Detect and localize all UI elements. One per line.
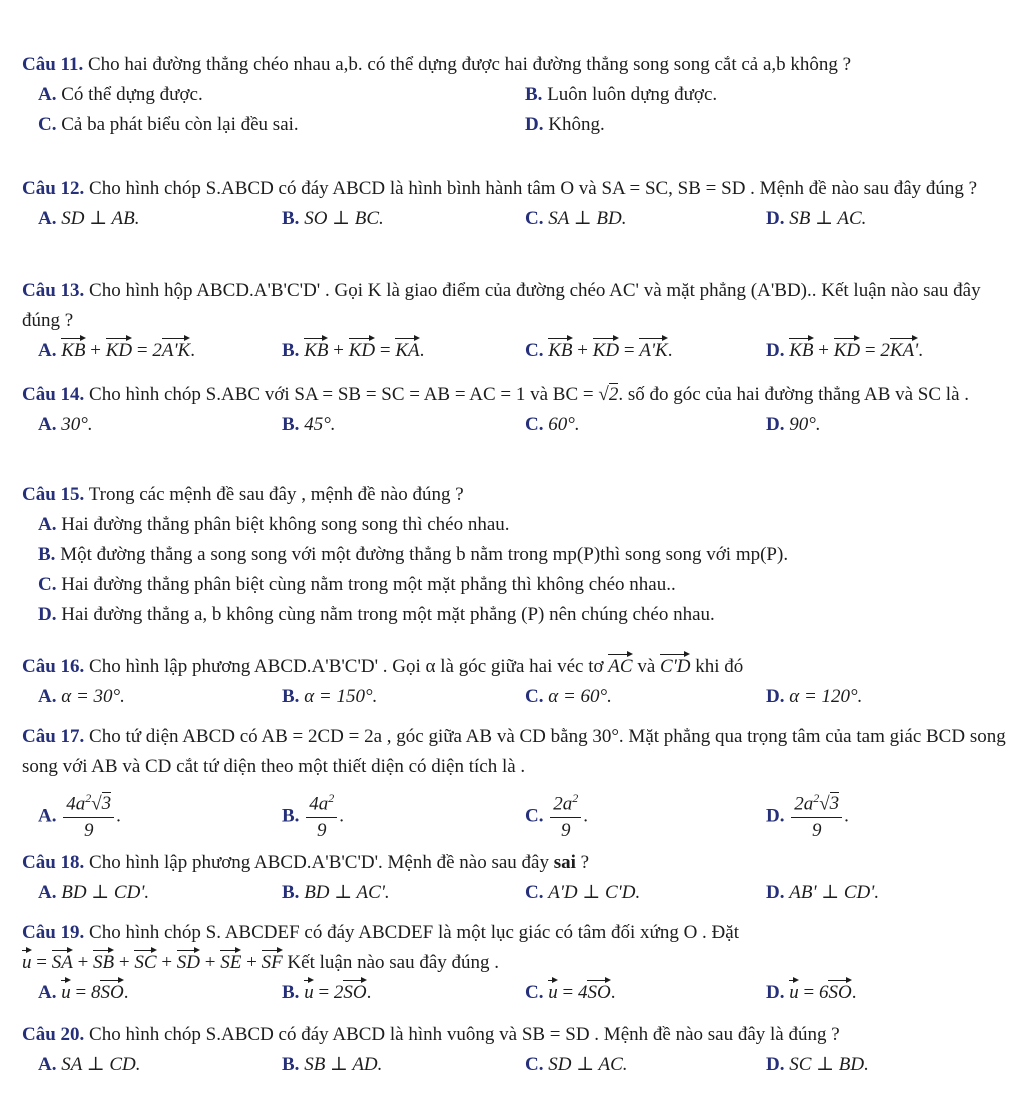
option-b[interactable]: B. BD ⊥ AC'.	[282, 882, 390, 903]
option-d[interactable]: D. 90°.	[766, 414, 821, 435]
option-c[interactable]: C. SD ⊥ AC.	[525, 1054, 628, 1075]
fraction: $\frac{4a^2√3}{9}$	[63, 792, 114, 842]
option-d[interactable]: D. $\frac{2a^2√3}{9}$ .	[766, 791, 849, 842]
options-row	[22, 1050, 1007, 1080]
option-b[interactable]: B. $\frac{4a^2}{9}$ .	[282, 791, 344, 842]
option-d[interactable]: D. Không.	[525, 114, 605, 135]
question-16	[22, 652, 1007, 712]
option-c[interactable]: C. $\frac{2a^2}{9}$ .	[525, 791, 588, 842]
option-a[interactable]: A. BD ⊥ CD'.	[38, 882, 150, 903]
option-a[interactable]: A. u = 8SO.	[38, 982, 129, 1003]
question-20	[22, 1020, 1007, 1080]
question-14	[22, 380, 1007, 440]
question-18	[22, 848, 1007, 908]
option-d[interactable]: D. u = 6SO.	[766, 982, 857, 1003]
fraction: $\frac{4a^2}{9}$	[306, 792, 337, 842]
option-a[interactable]: A. SD ⊥ AB.	[38, 208, 140, 229]
options-row	[22, 878, 1007, 908]
question-14-stem: Câu 14. Cho hình chóp S.ABC với SA = SB = SC = AB = AC = 1 và BC = √2. số đo góc của hai đường thẳng AB và SC là .	[22, 384, 970, 405]
options-row	[22, 782, 1007, 842]
question-number: Câu 20.	[22, 1024, 85, 1045]
question-number: Câu 14.	[22, 384, 85, 405]
question-17-stem: Câu 17. Cho tứ diện ABCD có AB = 2CD = 2a , góc giữa AB và CD bằng 30°. Mặt phẳng qua trọng tâm của tam giác BCD song song với AB và CD cắt tứ diện theo một thiết diện có diện tích là .	[22, 726, 1006, 777]
option-c[interactable]: C. α = 60°.	[525, 686, 612, 707]
option-d[interactable]: D. Hai đường thẳng a, b không cùng nằm trong một mặt phẳng (P) nên chúng chéo nhau.	[38, 604, 715, 625]
options-row	[22, 682, 1007, 712]
option-b[interactable]: B. SB ⊥ AD.	[282, 1054, 383, 1075]
options-row	[22, 336, 1007, 366]
question-12-stem: Câu 12. Cho hình chóp S.ABCD có đáy ABCD là hình bình hành tâm O và SA = SC, SB = SD . Mệnh đề nào sau đây đúng ?	[22, 178, 978, 199]
option-c[interactable]: C. SA ⊥ BD.	[525, 208, 627, 229]
option-b[interactable]: B. 45°.	[282, 414, 336, 435]
option-a[interactable]: A. KB + KD = 2A'K.	[38, 340, 195, 361]
question-number: Câu 17.	[22, 726, 85, 747]
option-d[interactable]: D. KB + KD = 2KA'.	[766, 340, 923, 361]
question-number: Câu 13.	[22, 280, 85, 301]
question-19-formula: u = SA + SB + SC + SD + SE + SF Kết luận nào sau đây đúng .	[22, 952, 500, 973]
question-number: Câu 15.	[22, 484, 85, 505]
option-b[interactable]: B. α = 150°.	[282, 686, 378, 707]
question-number: Câu 16.	[22, 656, 85, 677]
fraction: $\frac{2a^2}{9}$	[550, 792, 581, 842]
question-number: Câu 12.	[22, 178, 85, 199]
question-12	[22, 174, 1007, 234]
options-row	[22, 410, 1007, 440]
option-c[interactable]: C. 60°.	[525, 414, 580, 435]
question-15-stem: Câu 15. Trong các mệnh đề sau đây , mệnh đề nào đúng ?	[22, 484, 464, 505]
option-a[interactable]: A. Có thể dựng được.	[38, 84, 203, 105]
question-15	[22, 480, 1007, 630]
fraction: $\frac{2a^2√3}{9}$	[791, 792, 842, 842]
option-b[interactable]: B. u = 2SO.	[282, 982, 372, 1003]
options-row	[22, 110, 1007, 140]
question-number: Câu 19.	[22, 922, 85, 943]
question-16-stem: Câu 16. Cho hình lập phương ABCD.A'B'C'D' . Gọi α là góc giữa hai véc tơ AC và C'D khi đó	[22, 656, 744, 677]
option-b[interactable]: B. KB + KD = KA.	[282, 340, 425, 361]
option-c[interactable]: C. KB + KD = A'K.	[525, 340, 673, 361]
option-c[interactable]: C. A'D ⊥ C'D.	[525, 882, 641, 903]
question-18-stem: Câu 18. Cho hình lập phương ABCD.A'B'C'D'. Mệnh đề nào sau đây sai ?	[22, 852, 590, 873]
option-a[interactable]: A. Hai đường thẳng phân biệt không song song thì chéo nhau.	[38, 514, 510, 535]
option-b[interactable]: B. Một đường thẳng a song song với một đường thẳng b nằm trong mp(P)thì song song với mp(P).	[38, 544, 789, 565]
option-a[interactable]: A. 30°.	[38, 414, 93, 435]
options-row	[22, 978, 1007, 1008]
question-19-stem: Câu 19. Cho hình chóp S. ABCDEF có đáy ABCDEF là một lục giác có tâm đối xứng O . Đặt	[22, 922, 739, 943]
question-11	[22, 50, 1007, 140]
option-d[interactable]: D. SB ⊥ AC.	[766, 208, 867, 229]
option-d[interactable]: D. AB' ⊥ CD'.	[766, 882, 880, 903]
options-row	[22, 80, 1007, 110]
question-11-stem: Câu 11. Cho hai đường thẳng chéo nhau a,b. có thể dựng được hai đường thẳng song song cắt cả a,b không ?	[22, 54, 852, 75]
options-row	[22, 204, 1007, 234]
question-13	[22, 276, 1007, 366]
option-a[interactable]: A. SA ⊥ CD.	[38, 1054, 141, 1075]
question-20-stem: Câu 20. Cho hình chóp S.ABCD có đáy ABCD là hình vuông và SB = SD . Mệnh đề nào sau đây là đúng ?	[22, 1024, 840, 1045]
option-d[interactable]: D. α = 120°.	[766, 686, 863, 707]
question-number: Câu 18.	[22, 852, 85, 873]
question-13-stem: Câu 13. Cho hình hộp ABCD.A'B'C'D' . Gọi K là giao điểm của đường chéo AC' và mặt phẳng (A'BD).. Kết luận nào sau đây đúng ?	[22, 280, 981, 331]
question-17	[22, 722, 1007, 842]
option-a[interactable]: A. $\frac{4a^2√3}{9}$ .	[38, 791, 121, 842]
option-c[interactable]: C. u = 4SO.	[525, 982, 616, 1003]
option-c[interactable]: C. Hai đường thẳng phân biệt cùng nằm trong một mặt phẳng thì không chéo nhau..	[38, 574, 676, 595]
option-d[interactable]: D. SC ⊥ BD.	[766, 1054, 869, 1075]
option-b[interactable]: B. Luôn luôn dựng được.	[525, 84, 718, 105]
question-number: Câu 11.	[22, 54, 84, 75]
option-b[interactable]: B. SO ⊥ BC.	[282, 208, 384, 229]
option-a[interactable]: A. α = 30°.	[38, 686, 125, 707]
question-19	[22, 918, 1007, 1008]
option-c[interactable]: C. Cả ba phát biểu còn lại đều sai.	[38, 114, 299, 135]
